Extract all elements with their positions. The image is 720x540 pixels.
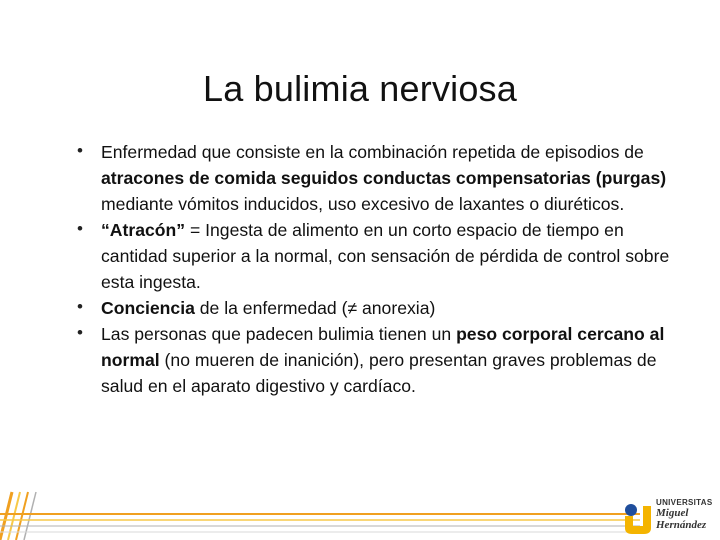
bullet-text: Las personas que padecen bulimia tienen un [101, 324, 457, 344]
bullet-text-bold: Conciencia [101, 298, 195, 318]
logo-text [656, 498, 716, 531]
bullet-text: (no mueren de inanición), pero presentan graves problemas de salud en el aparato digestivo y cardíaco. [101, 350, 657, 396]
bullet-dot-icon: • [77, 141, 83, 160]
footer-stripes [0, 484, 720, 540]
umh-logo-icon [622, 502, 654, 534]
bullet-list [74, 139, 674, 399]
bullet-item [74, 321, 674, 399]
logo-line-hernandez: Hernández [656, 519, 707, 531]
bullet-item [74, 139, 674, 217]
university-logo [622, 494, 714, 538]
bullet-dot-icon: • [77, 219, 83, 238]
bullet-text: = Ingesta de alimento en un corto espacio de tiempo en cantidad superior a la normal, con sensación de pérdida de control sobre esta ingesta. [101, 220, 670, 292]
bullet-text: mediante vómitos inducidos, uso excesivo de laxantes o diuréticos. [101, 194, 625, 214]
bullet-dot-icon: • [77, 297, 83, 316]
bullet-text-bold: atracones de comida seguidos conductas compensatorias (purgas) [101, 168, 667, 188]
bullet-text: de la enfermedad (≠ anorexia) [194, 298, 436, 318]
bullet-dot-icon: • [77, 323, 83, 342]
logo-line-miguel: Miguel [656, 507, 689, 519]
slide-title: La bulimia nerviosa [203, 68, 517, 110]
footer-bar [0, 484, 720, 540]
logo-line-universitas: UNIVERSITAS [656, 498, 713, 507]
bullet-text: Enfermedad que consiste en la combinación repetida de episodios de [101, 142, 644, 162]
bullet-item [74, 217, 674, 295]
bullet-item [74, 295, 674, 321]
bullet-text-bold: peso corporal cercano al normal [101, 324, 665, 370]
bullet-text-bold: “Atracón” [101, 220, 186, 240]
